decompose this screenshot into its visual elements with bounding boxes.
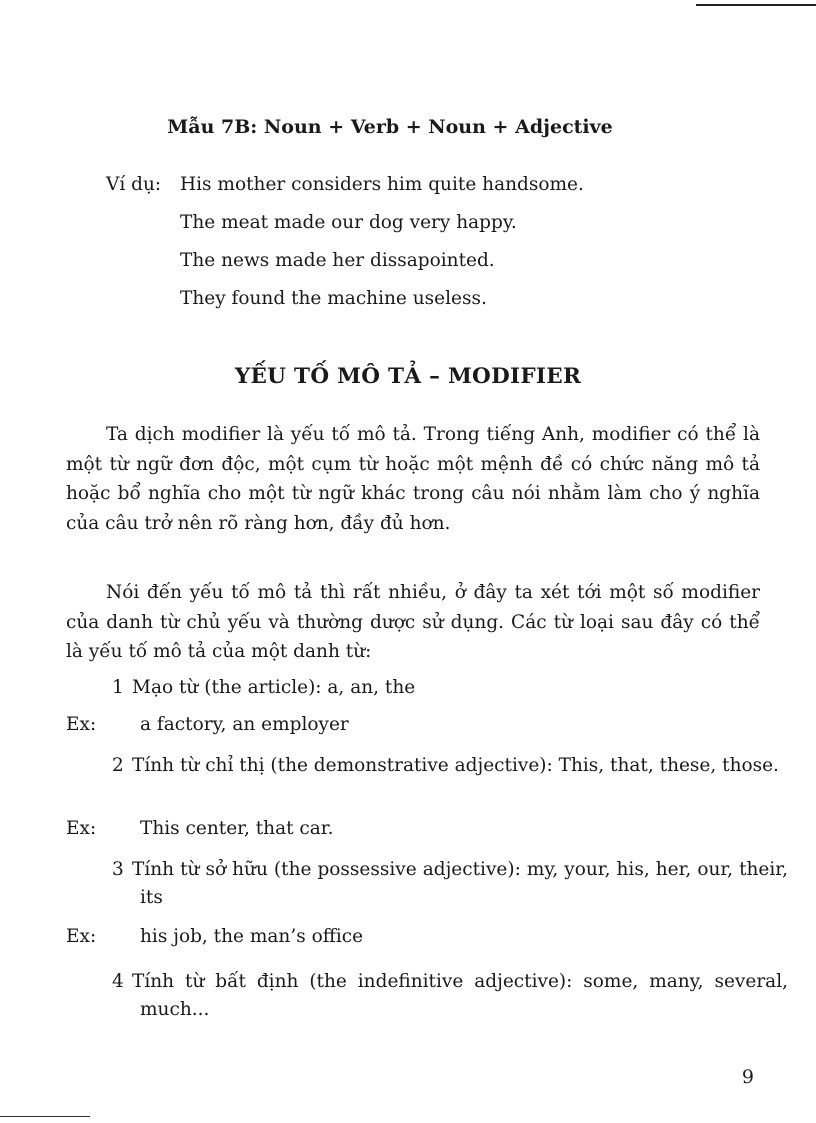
- example-lead: Ví dụ:: [106, 174, 162, 195]
- example-line: [66, 818, 334, 839]
- example-label: Ex:: [66, 926, 97, 947]
- list-item: [112, 674, 788, 702]
- paragraph-intro: Nói đến yếu tố mô tả thì rất nhiều, ở đây ta xét tới một số modifier của danh từ chủ yếu và thường dược sử dụng. Các từ loại sau đây có thể là yếu tố mô tả của một danh từ:: [66, 582, 760, 662]
- section-heading: YẾU TỐ MÔ TẢ – MODIFIER: [234, 364, 582, 389]
- example-row: [106, 280, 584, 318]
- example-text: a factory, an employer: [140, 714, 349, 735]
- pattern-heading: Mẫu 7B: Noun + Verb + Noun + Adjective: [167, 116, 613, 138]
- list-text: Tính từ sở hữu (the possessive adjective): my, your, his, her, our, their, its: [132, 859, 788, 908]
- list-number: 3: [112, 859, 124, 880]
- example-sentence: The meat made our dog very happy.: [180, 212, 517, 233]
- list-number: 4: [112, 971, 124, 992]
- example-sentence: His mother considers him quite handsome.: [180, 174, 584, 195]
- example-row: [106, 166, 584, 204]
- example-sentence: They found the machine useless.: [180, 288, 487, 309]
- list-item: [112, 856, 788, 912]
- list-text: Tính từ bất định (the indefinitive adjective): some, many, several, much...: [132, 971, 788, 1020]
- list-item: [112, 752, 788, 780]
- example-text: his job, the man’s office: [140, 926, 364, 947]
- list-number: 2: [112, 755, 124, 776]
- list-text: Mạo từ (the article): a, an, the: [132, 677, 416, 698]
- list-item: [112, 968, 788, 1024]
- paragraph-definition: Ta dịch modifier là yếu tố mô tả. Trong tiếng Anh, modifier có thể là một từ ngữ đơn độc, một cụm từ hoặc một mệnh đề có chức năng mô tả hoặc bổ nghĩa cho một từ ngữ khác trong câu nói nhằm làm cho ý nghĩa của câu trở nên rõ ràng hơn, đầy đủ hơn.: [66, 424, 760, 534]
- example-row: [106, 242, 584, 280]
- example-sentence: The news made her dissapointed.: [180, 250, 495, 271]
- example-row: [106, 204, 584, 242]
- page-number: 9: [741, 1066, 754, 1088]
- example-label: Ex:: [66, 714, 97, 735]
- bottom-rule: [0, 1116, 90, 1117]
- example-line: [66, 714, 349, 735]
- top-rule: [696, 4, 816, 6]
- example-text: This center, that car.: [140, 818, 334, 839]
- example-label: Ex:: [66, 818, 97, 839]
- list-text: Tính từ chỉ thị (the demonstrative adjective): This, that, these, those.: [132, 755, 779, 776]
- example-line: [66, 926, 363, 947]
- list-number: 1: [112, 677, 124, 698]
- example-block: [106, 166, 584, 318]
